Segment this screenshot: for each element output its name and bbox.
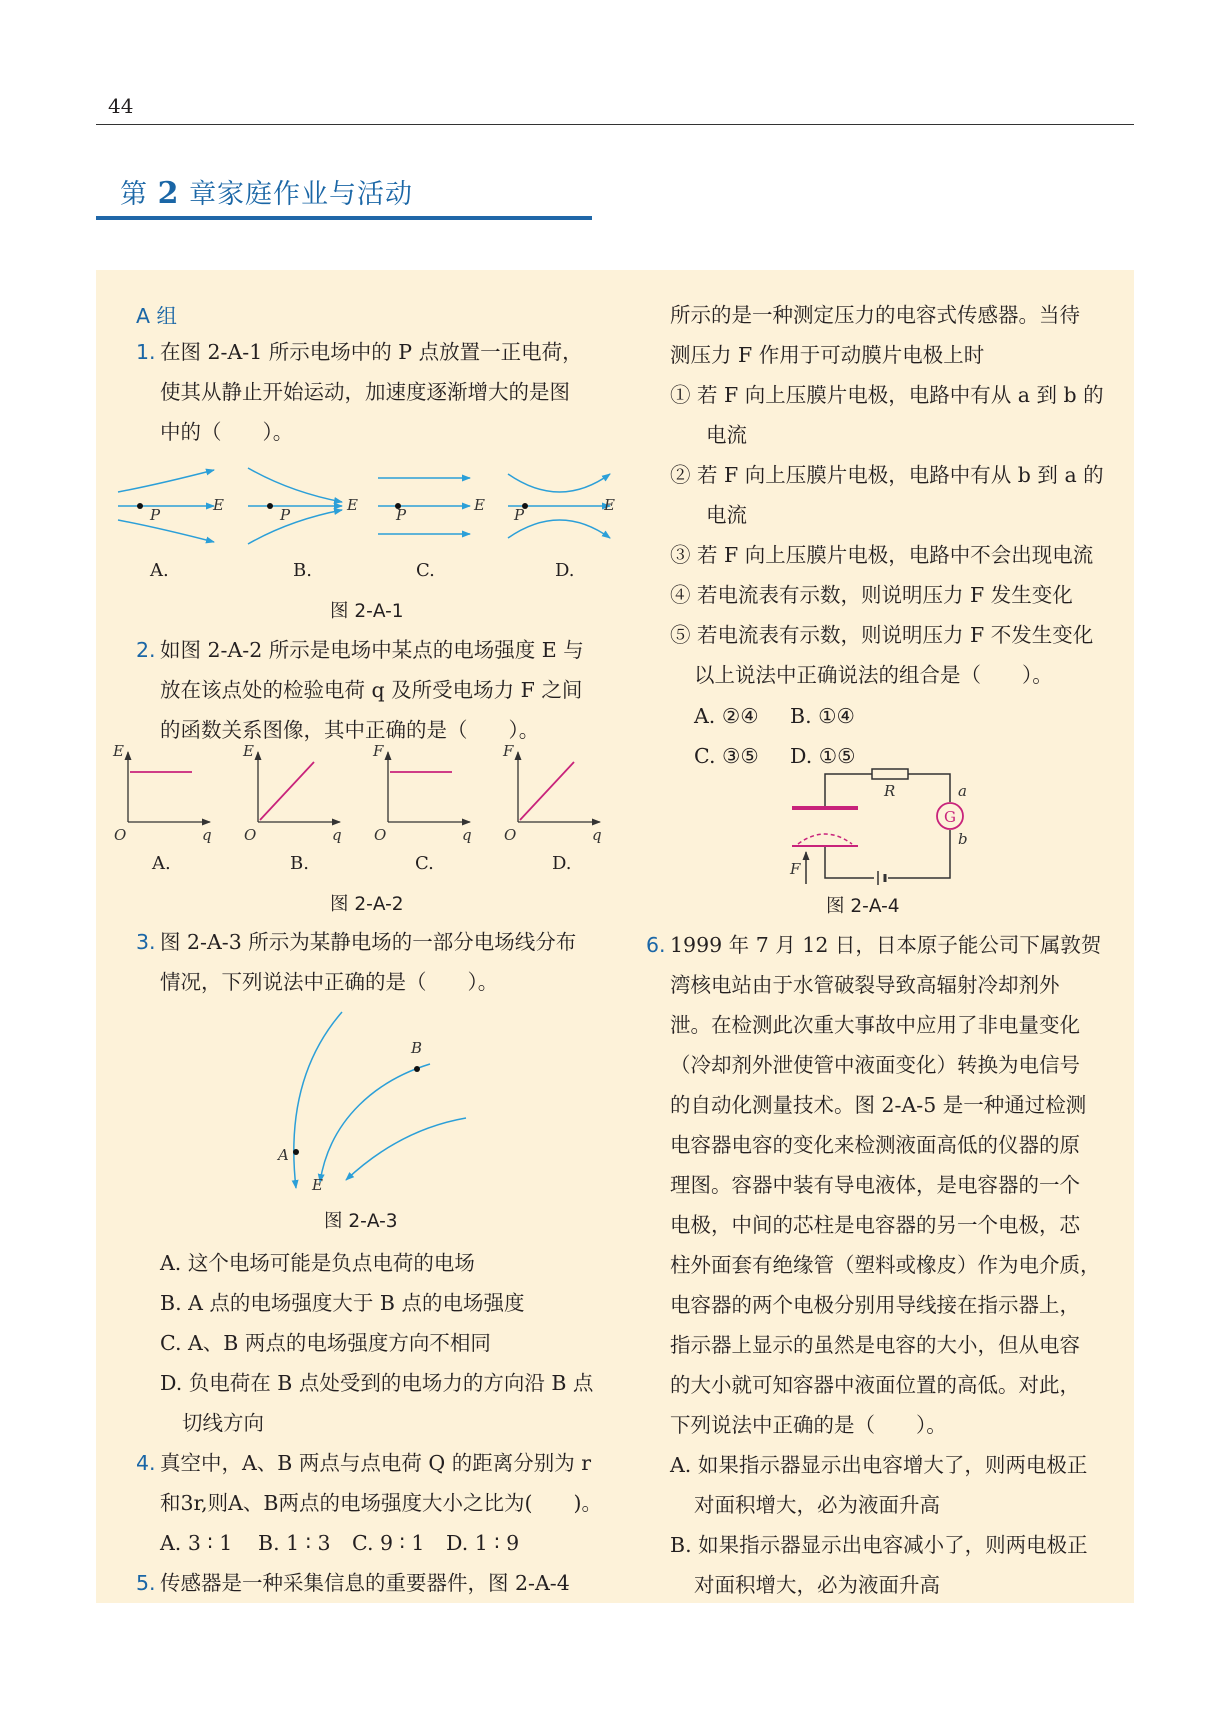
q5-choice: C. ③⑤ — [694, 744, 759, 768]
terminal-b-label: b — [958, 830, 968, 848]
page-number: 44 — [108, 94, 134, 118]
q4-choice: B. 1 ∶ 3 — [258, 1531, 331, 1555]
q5-statement: ③ 若 F 向上压膜片电极，电路中不会出现电流 — [670, 543, 1094, 567]
field-option-c — [378, 478, 470, 534]
point-label: P — [396, 506, 407, 524]
q1-line: 使其从静止开始运动，加速度逐渐增大的是图 — [160, 380, 570, 404]
q6-choice: 对面积增大，必为液面升高 — [694, 1493, 940, 1517]
figure-caption: 图 2-A-2 — [330, 894, 404, 915]
y-axis-label: E — [113, 742, 124, 760]
q5-statement: ② 若 F 向上压膜片电极，电路中有从 b 到 a 的 — [670, 463, 1104, 487]
figure-caption: 图 2-A-4 — [826, 896, 900, 917]
option-label: C. — [415, 853, 434, 874]
origin-label: O — [504, 826, 517, 844]
header-rule — [96, 124, 1134, 125]
q6-line: 的自动化测量技术。图 2-A-5 是一种通过检测 — [670, 1093, 1087, 1117]
q3-line: 图 2-A-3 所示为某静电场的一部分电场线分布 — [160, 930, 577, 954]
q6-choice: A. 如果指示器显示出电容增大了，则两电极正 — [670, 1453, 1088, 1477]
q6-choice: 对面积增大，必为液面升高 — [694, 1573, 940, 1597]
q1-line: 中的（ ）。 — [160, 420, 294, 444]
x-axis-label: q — [592, 826, 602, 844]
q2-line: 如图 2-A-2 所示是电场中某点的电场强度 E 与 — [160, 638, 584, 662]
q1-number: 1. — [136, 340, 156, 364]
q5-statement: 电流 — [706, 503, 747, 527]
q6-line: 电容器电容的变化来检测液面高低的仪器的原 — [670, 1133, 1080, 1157]
q3-choice: A. 这个电场可能是负点电荷的电场 — [160, 1251, 475, 1275]
field-option-b — [248, 468, 342, 544]
q1-line: 在图 2-A-1 所示电场中的 P 点放置一正电荷， — [160, 340, 583, 364]
q6-line: 1999 年 7 月 12 日，日本原子能公司下属敦贺 — [670, 933, 1102, 957]
q6-line: 湾核电站由于水管破裂导致高辐射冷却剂外 — [670, 973, 1060, 997]
q6-line: 指示器上显示的虽然是电容的大小，但从电容 — [670, 1333, 1080, 1357]
field-label: E — [474, 496, 485, 514]
q6-line: 的大小就可知容器中液面位置的高低。对此， — [670, 1373, 1080, 1397]
terminal-a-label: a — [958, 782, 967, 800]
figure-2-a-2 — [110, 744, 630, 846]
x-axis-label: q — [462, 826, 472, 844]
q4-choice: C. 9 ∶ 1 — [352, 1531, 425, 1555]
q6-line: 泄。在检测此次重大事故中应用了非电量变化 — [670, 1013, 1080, 1037]
q6-line: 电极，中间的芯柱是电容器的另一个电极，芯 — [670, 1213, 1080, 1237]
field-label: E — [213, 496, 224, 514]
option-label: C. — [416, 560, 435, 581]
y-axis-label: E — [243, 742, 254, 760]
q3-choice: C. A、B 两点的电场强度方向不相同 — [160, 1331, 491, 1355]
graph-a — [112, 742, 212, 844]
graph-line — [260, 762, 314, 820]
q3-choice: 切线方向 — [182, 1411, 264, 1435]
graph-d — [502, 742, 602, 844]
q6-line: 柱外面套有绝缘管（塑料或橡皮）作为电介质， — [670, 1253, 1101, 1277]
q5-choice: B. ①④ — [790, 704, 855, 728]
q2-number: 2. — [136, 638, 156, 662]
option-label: D. — [552, 853, 572, 874]
q5-line: 测压力 F 作用于可动膜片电极上时 — [670, 343, 985, 367]
y-axis-label: F — [373, 742, 384, 760]
q4-number: 4. — [136, 1451, 156, 1475]
point-label: P — [150, 506, 161, 524]
field-label: E — [312, 1176, 323, 1194]
graph-c — [372, 742, 472, 844]
fixed-plate — [792, 806, 858, 810]
q3-line: 情况，下列说法中正确的是（ ）。 — [160, 970, 499, 994]
chapter-underline — [96, 216, 592, 220]
q5-line: 传感器是一种采集信息的重要器件，图 2-A-4 — [160, 1571, 570, 1595]
point-b — [414, 1066, 420, 1072]
x-axis-label: q — [332, 826, 342, 844]
q5-choice: D. ①⑤ — [790, 744, 856, 768]
field-label: E — [604, 496, 615, 514]
figure-2-a-1 — [110, 462, 630, 558]
option-label: B. — [293, 560, 312, 581]
q2-line: 的函数关系图像，其中正确的是（ ）。 — [160, 718, 540, 742]
q3-choice: D. 负电荷在 B 点处受到的电场力的方向沿 B 点 — [160, 1371, 594, 1395]
option-label: A. — [152, 853, 171, 874]
q6-line: 电容器的两个电极分别用导线接在指示器上， — [670, 1293, 1080, 1317]
q4-choice: D. 1 ∶ 9 — [446, 1531, 520, 1555]
resistor-label: R — [884, 782, 896, 800]
option-label: B. — [290, 853, 309, 874]
q5-statement: ① 若 F 向上压膜片电极，电路中有从 a 到 b 的 — [670, 383, 1104, 407]
field-label: E — [347, 496, 358, 514]
figure-caption: 图 2-A-3 — [324, 1211, 398, 1232]
origin-label: O — [374, 826, 387, 844]
q5-statement: 电流 — [706, 423, 747, 447]
group-heading: A 组 — [136, 304, 178, 328]
q6-number: 6. — [646, 933, 666, 957]
q5-line: 所示的是一种测定压力的电容式传感器。当待 — [670, 303, 1080, 327]
field-option-a — [118, 470, 214, 542]
q5-choice: A. ②④ — [694, 704, 759, 728]
option-label: D. — [555, 560, 575, 581]
galvanometer-label: G — [944, 808, 956, 826]
graph-b — [242, 742, 342, 844]
x-axis-label: q — [202, 826, 212, 844]
graph-line — [520, 762, 574, 820]
point-a-label: A — [278, 1146, 289, 1164]
q4-choice: A. 3 ∶ 1 — [160, 1531, 233, 1555]
q6-line: （冷却剂外泄使管中液面变化）转换为电信号 — [670, 1053, 1080, 1077]
y-axis-label: F — [503, 742, 514, 760]
figure-caption: 图 2-A-1 — [330, 601, 404, 622]
q2-line: 放在该点处的检验电荷 q 及所受电场力 F 之间 — [160, 678, 583, 702]
option-label: A. — [150, 560, 169, 581]
force-label: F — [790, 860, 801, 878]
q5-statement: 以上说法中正确说法的组合是（ ）。 — [694, 663, 1053, 687]
point-b-label: B — [411, 1039, 423, 1057]
q6-line: 下列说法中正确的是（ ）。 — [670, 1413, 947, 1437]
origin-label: O — [244, 826, 257, 844]
figure-2-a-3 — [270, 1008, 480, 1198]
point-label: P — [514, 506, 525, 524]
figure-2-a-4 — [780, 768, 980, 888]
q6-choice: B. 如果指示器显示出电容减小了，则两电极正 — [670, 1533, 1088, 1557]
q4-line: 真空中，A、B 两点与点电荷 Q 的距离分别为 r — [160, 1451, 592, 1475]
q5-statement: ④ 若电流表有示数，则说明压力 F 发生变化 — [670, 583, 1073, 607]
point-a — [293, 1149, 299, 1155]
q6-line: 理图。容器中装有导电液体，是电容器的一个 — [670, 1173, 1080, 1197]
resistor — [872, 769, 908, 779]
q3-choice: B. A 点的电场强度大于 B 点的电场强度 — [160, 1291, 525, 1315]
q3-number: 3. — [136, 930, 156, 954]
q4-line: 和3r,则A、B两点的电场强度大小之比为( )。 — [160, 1491, 602, 1515]
point-label: P — [280, 506, 291, 524]
q5-statement: ⑤ 若电流表有示数，则说明压力 F 不发生变化 — [670, 623, 1094, 647]
q5-number: 5. — [136, 1571, 156, 1595]
origin-label: O — [114, 826, 127, 844]
chapter-title: 第 2 章家庭作业与活动 — [120, 176, 414, 211]
